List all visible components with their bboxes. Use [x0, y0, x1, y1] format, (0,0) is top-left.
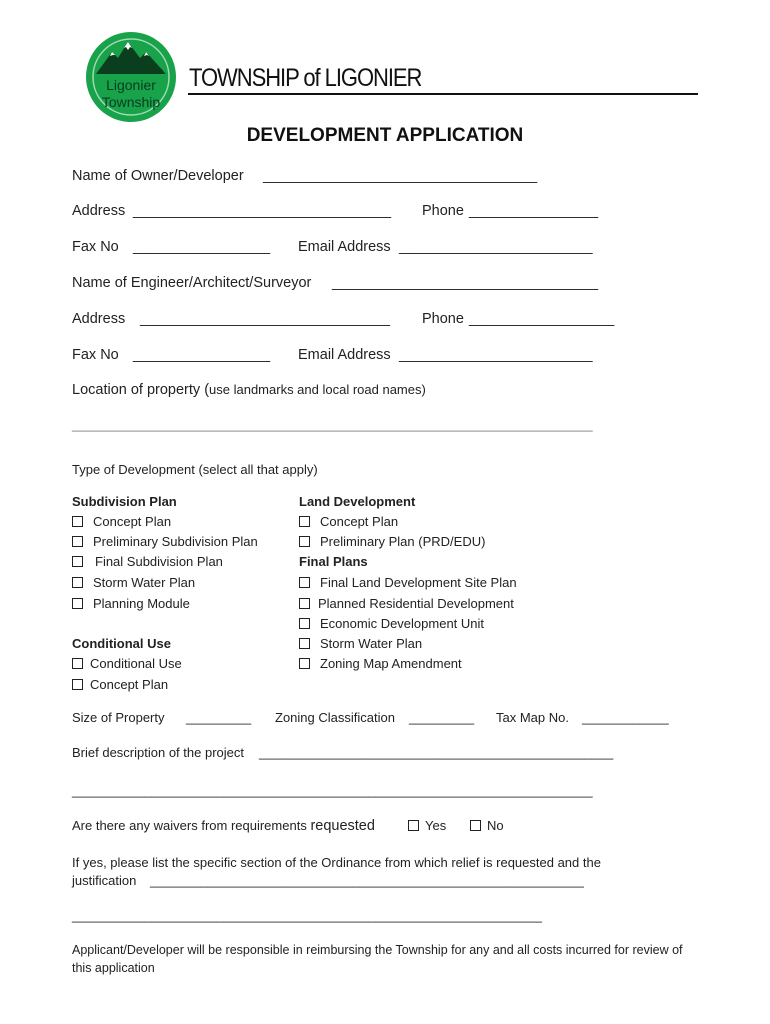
reimbursement-note: Applicant/Developer will be responsible in reimbursing the Township for any and all costs incurred for review of this application: [72, 943, 683, 975]
location-hint: use landmarks and local road names): [209, 382, 426, 397]
land-development-heading: Land Development: [299, 494, 416, 509]
checkbox-subdivision-preliminary[interactable]: Preliminary Subdivision Plan: [72, 534, 258, 549]
checkbox-subdivision-final[interactable]: Final Subdivision Plan: [72, 554, 223, 569]
checkbox-icon: [299, 598, 310, 609]
waiver-yes-checkbox[interactable]: Yes: [408, 818, 446, 833]
engineer-phone-label: Phone: [422, 311, 464, 327]
engineer-email-field[interactable]: ________________________: [399, 347, 593, 363]
checkbox-land-preliminary[interactable]: Preliminary Plan (PRD/EDU): [299, 534, 485, 549]
checkbox-icon: [470, 820, 481, 831]
tax-map-label: Tax Map No.: [496, 710, 569, 725]
checkbox-final-prd[interactable]: Planned Residential Development: [299, 596, 514, 611]
checkbox-icon: [72, 556, 83, 567]
logo-line1: Ligonier: [106, 77, 156, 93]
engineer-email-label: Email Address: [298, 347, 391, 363]
checkbox-conditional-concept[interactable]: Concept Plan: [72, 677, 168, 692]
checkbox-icon: [72, 516, 83, 527]
subdivision-heading: Subdivision Plan: [72, 494, 177, 509]
checkbox-land-concept[interactable]: Concept Plan: [299, 514, 398, 529]
waiver-no-checkbox[interactable]: No: [470, 818, 504, 833]
zoning-classification-field[interactable]: _________: [409, 710, 475, 725]
title-divider: [188, 93, 698, 95]
checkbox-final-zoning-map[interactable]: Zoning Map Amendment: [299, 656, 462, 671]
owner-email-field[interactable]: ________________________: [399, 239, 593, 255]
justification-field-1[interactable]: ____________________________________________________________: [150, 873, 584, 888]
owner-address-label: Address: [72, 203, 126, 219]
engineer-phone-field[interactable]: __________________: [469, 311, 615, 327]
checkbox-icon: [299, 638, 310, 649]
owner-fax-label: Fax No: [72, 239, 119, 255]
checkbox-icon: [299, 658, 310, 669]
description-label: Brief description of the project: [72, 745, 244, 760]
owner-address-field[interactable]: ________________________________: [133, 203, 392, 219]
waivers-question: Are there any waivers from requirements requested: [72, 818, 375, 834]
checkbox-icon: [72, 679, 83, 690]
engineer-address-label: Address: [72, 311, 126, 327]
justification-field-2[interactable]: _________________________________________________________________: [72, 908, 542, 923]
engineer-name-label: Name of Engineer/Architect/Surveyor: [72, 275, 312, 291]
owner-phone-field[interactable]: ________________: [469, 203, 599, 219]
tax-map-field[interactable]: ____________: [582, 710, 669, 725]
checkbox-subdivision-concept[interactable]: Concept Plan: [72, 514, 171, 529]
description-field-1[interactable]: _________________________________________________: [259, 745, 614, 760]
checkbox-icon: [408, 820, 419, 831]
engineer-address-field[interactable]: _______________________________: [140, 311, 390, 327]
engineer-fax-field[interactable]: _________________: [133, 347, 271, 363]
ordinance-instruction: If yes, please list the specific section of the Ordinance from which relief is requested and the: [72, 855, 601, 870]
owner-phone-label: Phone: [422, 203, 464, 219]
township-logo: [84, 30, 178, 124]
checkbox-conditional-use[interactable]: Conditional Use: [72, 656, 182, 671]
location-label: Location of property (use landmarks and local road names): [72, 382, 426, 398]
checkbox-final-land-development[interactable]: Final Land Development Site Plan: [299, 575, 517, 590]
checkbox-icon: [299, 618, 310, 629]
conditional-use-heading: Conditional Use: [72, 636, 171, 651]
checkbox-final-edu[interactable]: Economic Development Unit: [299, 616, 484, 631]
owner-name-field[interactable]: __________________________________: [263, 168, 538, 184]
checkbox-icon: [72, 577, 83, 588]
checkbox-icon: [299, 516, 310, 527]
zoning-classification-label: Zoning Classification: [275, 710, 395, 725]
owner-fax-field[interactable]: _________________: [133, 239, 271, 255]
owner-email-label: Email Address: [298, 239, 391, 255]
township-title: TOWNSHIP of LIGONIER: [189, 64, 422, 92]
checkbox-subdivision-planning-module[interactable]: Planning Module: [72, 596, 190, 611]
checkbox-icon: [299, 577, 310, 588]
size-of-property-field[interactable]: _________: [186, 710, 252, 725]
checkbox-subdivision-stormwater[interactable]: Storm Water Plan: [72, 575, 195, 590]
checkbox-final-stormwater[interactable]: Storm Water Plan: [299, 636, 422, 651]
engineer-name-field[interactable]: _________________________________: [332, 275, 599, 291]
engineer-fax-label: Fax No: [72, 347, 119, 363]
justification-label: justification: [72, 873, 137, 888]
checkbox-icon: [72, 598, 83, 609]
checkbox-icon: [299, 536, 310, 547]
location-field[interactable]: ________________________________________________________________________: [72, 417, 593, 432]
checkbox-icon: [72, 658, 83, 669]
final-plans-heading: Final Plans: [299, 554, 368, 569]
checkbox-icon: [72, 536, 83, 547]
document-title: DEVELOPMENT APPLICATION: [246, 125, 524, 146]
logo-line2: Township: [101, 94, 161, 110]
owner-name-label: Name of Owner/Developer: [72, 168, 244, 184]
type-of-development-label: Type of Development (select all that apply): [72, 462, 318, 477]
size-of-property-label: Size of Property: [72, 710, 165, 725]
description-field-2[interactable]: ________________________________________________________________________: [72, 783, 593, 798]
